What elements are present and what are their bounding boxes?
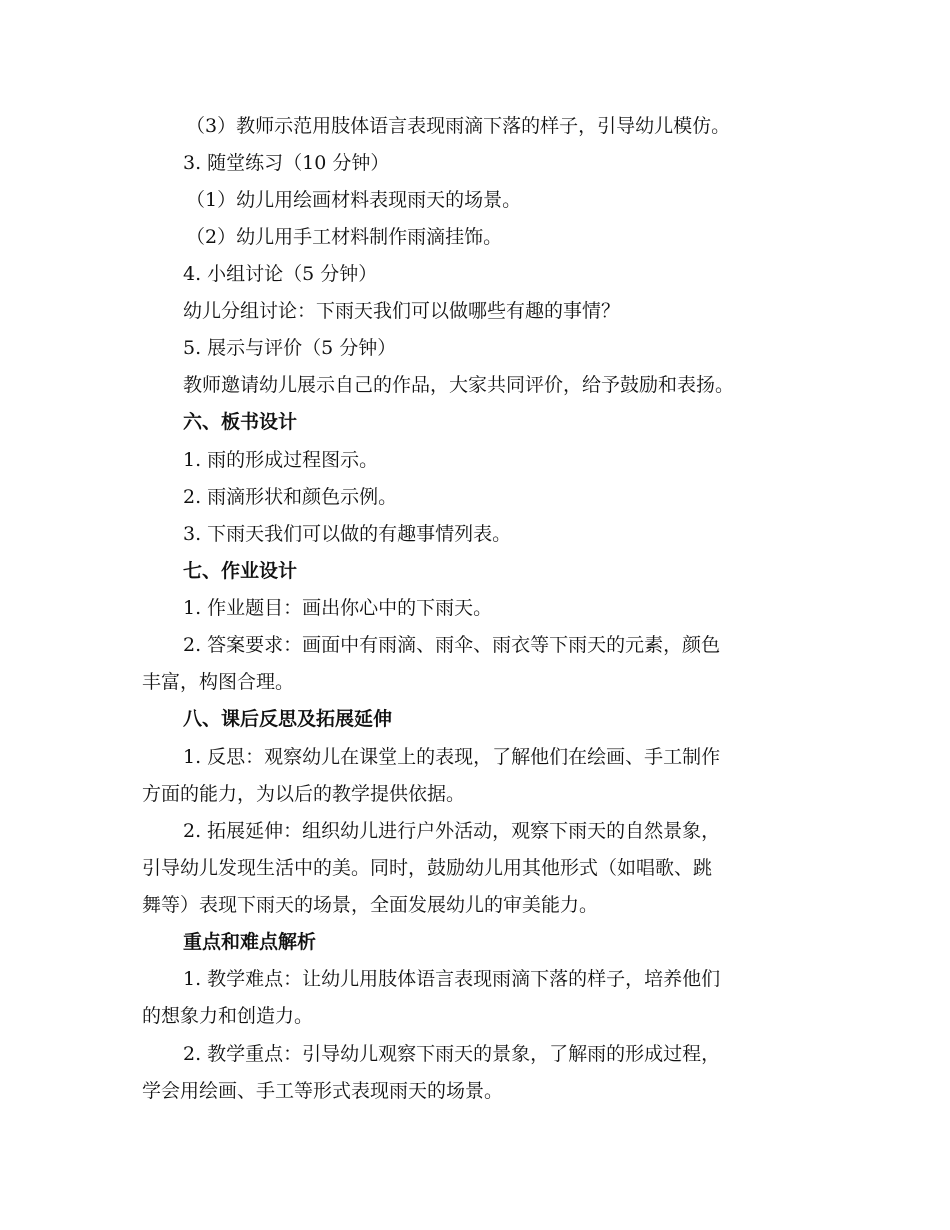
- paragraph-line: （3）教师示范用肢体语言表现雨滴下落的样子，引导幼儿模仿。: [186, 115, 731, 137]
- list-item: 1. 作业题目：画出你心中的下雨天。: [183, 597, 493, 619]
- list-item: 1. 教学难点：让幼儿用肢体语言表现雨滴下落的样子，培养他们: [183, 968, 721, 990]
- list-item: 2. 答案要求：画面中有雨滴、雨伞、雨衣等下雨天的元素，颜色: [183, 634, 721, 656]
- section-heading: 重点和难点解析: [183, 931, 317, 953]
- list-item: 4. 小组讨论（5 分钟）: [183, 263, 378, 285]
- list-item: 2. 教学重点：引导幼儿观察下雨天的景象，了解雨的形成过程，: [183, 1043, 721, 1065]
- paragraph-line: 引导幼儿发现生活中的美。同时，鼓励幼儿用其他形式（如唱歌、跳: [142, 857, 713, 879]
- list-item: 5. 展示与评价（5 分钟）: [183, 337, 397, 359]
- paragraph-line: 学会用绘画、手工等形式表现雨天的场景。: [142, 1080, 504, 1102]
- list-item: 2. 雨滴形状和颜色示例。: [183, 486, 398, 508]
- paragraph-line: 舞等）表现下雨天的场景，全面发展幼儿的审美能力。: [142, 894, 599, 916]
- section-heading: 七、作业设计: [183, 560, 298, 582]
- list-item: 1. 雨的形成过程图示。: [183, 449, 379, 471]
- paragraph-line: 教师邀请幼儿展示自己的作品，大家共同评价，给予鼓励和表扬。: [183, 374, 735, 396]
- list-item: 1. 反思：观察幼儿在课堂上的表现，了解他们在绘画、手工制作: [183, 746, 721, 768]
- list-item: 3. 随堂练习（10 分钟）: [183, 152, 390, 174]
- section-heading: 八、课后反思及拓展延伸: [183, 708, 393, 730]
- paragraph-line: 丰富，构图合理。: [142, 671, 295, 693]
- paragraph-line: 幼儿分组讨论：下雨天我们可以做哪些有趣的事情？: [183, 300, 621, 322]
- paragraph-line: （2）幼儿用手工材料制作雨滴挂饰。: [186, 226, 503, 248]
- paragraph-line: 的想象力和创造力。: [142, 1005, 314, 1027]
- section-heading: 六、板书设计: [183, 411, 298, 433]
- list-item: 2. 拓展延伸：组织幼儿进行户外活动，观察下雨天的自然景象，: [183, 820, 721, 842]
- paragraph-line: 方面的能力，为以后的教学提供依据。: [142, 783, 466, 805]
- paragraph-line: （1）幼儿用绘画材料表现雨天的场景。: [186, 189, 522, 211]
- list-item: 3. 下雨天我们可以做的有趣事情列表。: [183, 523, 512, 545]
